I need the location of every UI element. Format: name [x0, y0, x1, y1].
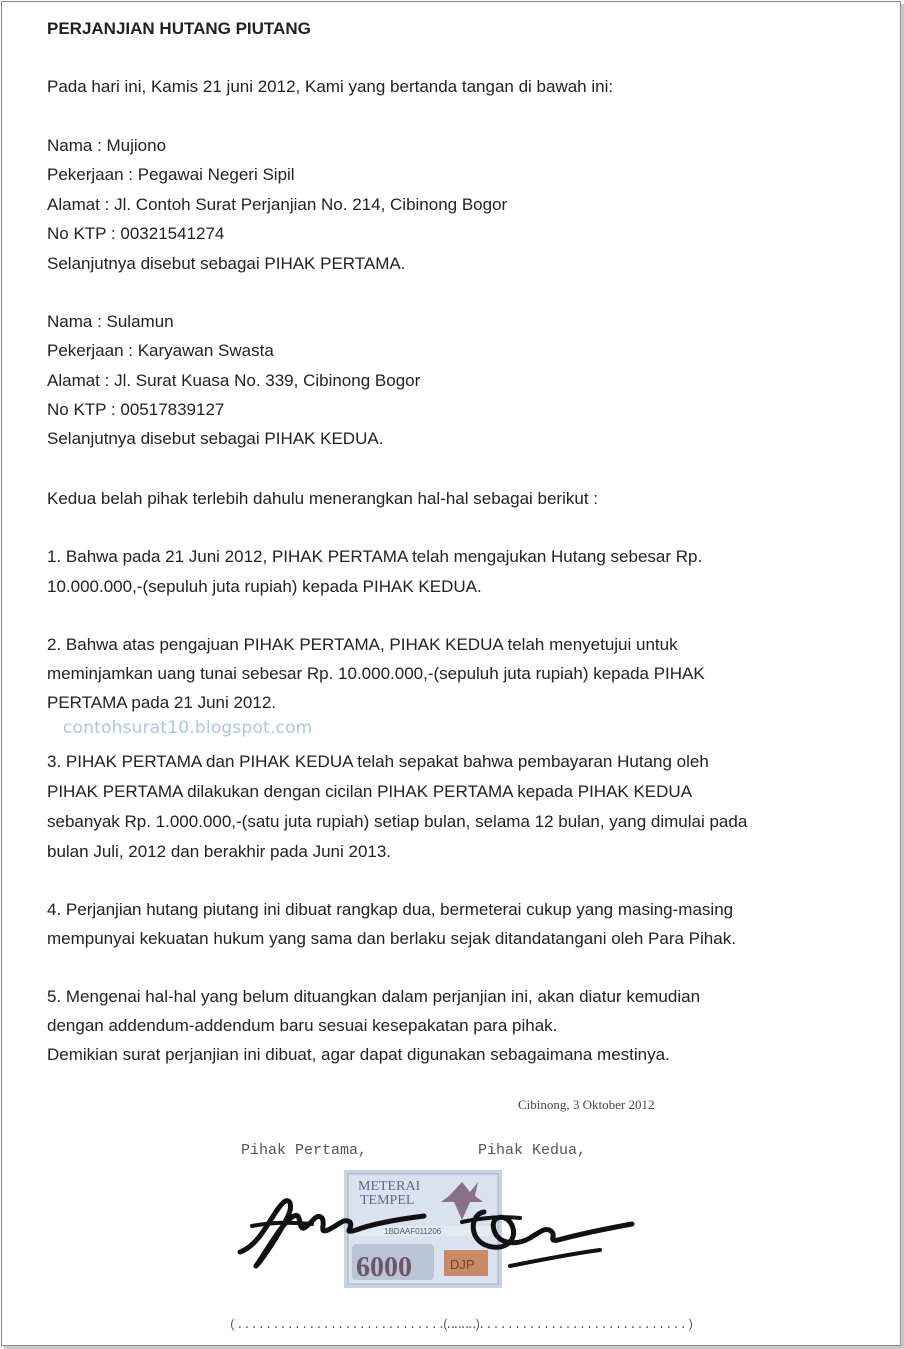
closing-text: Demikian surat perjanjian ini dibuat, agar dapat digunakan sebagaimana mestinya. — [47, 1045, 670, 1064]
party2-nama: Nama : Sulamun — [47, 312, 174, 331]
place-date: Cibinong, 3 Oktober 2012 — [518, 1097, 655, 1112]
clause-5-line-2: dengan addendum-addendum baru sesuai kesepakatan para pihak. — [47, 1016, 558, 1035]
clause-3-line-1: 3. PIHAK PERTAMA dan PIHAK KEDUA telah sepakat bahwa pembayaran Hutang oleh — [47, 752, 709, 771]
clause-4-line-2: mempunyai kekuatan hukum yang sama dan berlaku sejak ditandatangani oleh Para Pihak. — [47, 929, 736, 948]
stamp-serial: 1BDAAF011206 — [384, 1227, 442, 1236]
watermark-text: contohsurat10.blogspot.com — [63, 718, 313, 738]
stamp-small-value: DJP — [450, 1257, 475, 1272]
clause-2-line-2: meminjamkan uang tunai sebesar Rp. 10.000.000,-(sepuluh juta rupiah) kepada PIHAK — [47, 664, 705, 683]
clause-4-line-1: 4. Perjanjian hutang piutang ini dibuat rangkap dua, bermeterai cukup yang masing-masing — [47, 900, 734, 919]
signature-blank-right: (.................................) — [442, 1318, 695, 1332]
stamp-line-1: METERAI — [358, 1179, 421, 1194]
clause-1-line-2: 10.000.000,-(sepuluh juta rupiah) kepada PIHAK KEDUA. — [47, 577, 482, 596]
clause-2-line-1: 2. Bahwa atas pengajuan PIHAK PERTAMA, PIHAK KEDUA telah menyetujui untuk — [47, 635, 678, 654]
party2-ktp: No KTP : 00517839127 — [47, 400, 225, 419]
pihak-kedua-label: Pihak Kedua, — [478, 1142, 587, 1159]
party2-alamat: Alamat : Jl. Surat Kuasa No. 339, Cibinong Bogor — [47, 371, 421, 390]
clause-3-line-2: PIHAK PERTAMA dilakukan dengan cicilan PIHAK PERTAMA kepada PIHAK KEDUA — [47, 782, 693, 801]
stamp-value: 6000 — [356, 1252, 412, 1283]
party1-nama: Nama : Mujiono — [47, 136, 167, 155]
pihak-pertama-label: Pihak Pertama, — [241, 1142, 368, 1159]
party2-pekerjaan: Pekerjaan : Karyawan Swasta — [47, 341, 274, 360]
preamble-text: Kedua belah pihak terlebih dahulu menerangkan hal-hal sebagai berikut : — [47, 489, 598, 508]
clause-2-line-3: PERTAMA pada 21 Juni 2012. — [47, 693, 277, 712]
clause-3-line-4: bulan Juli, 2012 dan berakhir pada Juni 2013. — [47, 842, 392, 861]
document-title: PERJANJIAN HUTANG PIUTANG — [47, 19, 311, 38]
signature-pihak-pertama — [232, 1182, 432, 1272]
intro-text: Pada hari ini, Kamis 21 juni 2012, Kami yang bertanda tangan di bawah ini: — [47, 77, 614, 96]
signature-blank-left: (.................................) — [229, 1318, 482, 1332]
stamp-line-2: TEMPEL — [360, 1193, 415, 1208]
clause-3-line-3: sebanyak Rp. 1.000.000,-(satu juta rupiah) setiap bulan, selama 12 bulan, yang dimulai pada — [47, 812, 748, 831]
clause-5-line-1: 5. Mengenai hal-hal yang belum dituangkan dalam perjanjian ini, akan diatur kemudian — [47, 987, 701, 1006]
party1-ktp: No KTP : 00321541274 — [47, 224, 225, 243]
clause-1-line-1: 1. Bahwa pada 21 Juni 2012, PIHAK PERTAMA telah mengajukan Hutang sebesar Rp. — [47, 547, 703, 566]
party1-pekerjaan: Pekerjaan : Pegawai Negeri Sipil — [47, 165, 295, 184]
party1-sebutan: Selanjutnya disebut sebagai PIHAK PERTAMA. — [47, 254, 406, 273]
party1-alamat: Alamat : Jl. Contoh Surat Perjanjian No. 214, Cibinong Bogor — [47, 195, 508, 214]
signature-pihak-kedua — [460, 1196, 640, 1276]
party2-sebutan: Selanjutnya disebut sebagai PIHAK KEDUA. — [47, 429, 384, 448]
